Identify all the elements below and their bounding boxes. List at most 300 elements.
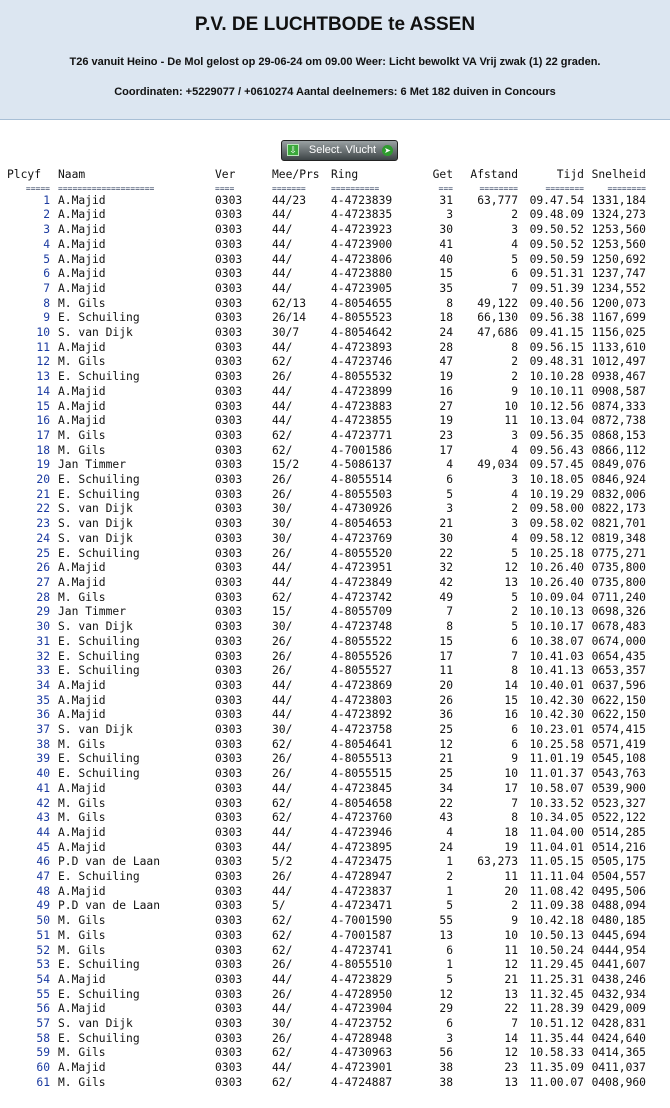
cell-ring: 4-8055503	[331, 487, 393, 501]
cell-afstand: 11	[504, 870, 518, 884]
cell-ring: 4-4723849	[331, 575, 393, 589]
cell-get: 56	[439, 1046, 453, 1060]
cell-tijd: 09.50.52	[529, 237, 584, 251]
table-row	[7, 752, 646, 767]
cell-get: 28	[439, 340, 453, 354]
table-row	[7, 664, 646, 679]
cell-afstand: 3	[511, 473, 518, 487]
cell-afstand: 5	[511, 620, 518, 634]
cell-get: 4	[446, 458, 453, 472]
cell-tijd: 09.58.02	[529, 517, 584, 531]
cell-afstand: 10	[504, 399, 518, 413]
table-row	[7, 444, 646, 459]
cell-afstand: 47,686	[477, 326, 518, 340]
table-row	[7, 223, 646, 238]
table-row	[7, 988, 646, 1003]
cell-naam: P.D van de Laan	[58, 899, 161, 913]
cell-mee: 30/	[272, 723, 293, 737]
cell-plcyf: 56	[36, 1002, 50, 1016]
cell-snelheid: 1156,025	[591, 326, 646, 340]
cell-afstand: 8	[511, 664, 518, 678]
cell-plcyf: 29	[36, 605, 50, 619]
cell-ver: 0303	[215, 473, 243, 487]
cell-ver: 0303	[215, 914, 243, 928]
cell-ring: 4-4730963	[331, 1046, 393, 1060]
cell-afstand: 7	[511, 1017, 518, 1031]
download-icon: ⇩	[287, 144, 299, 156]
cell-snelheid: 1167,699	[591, 311, 646, 325]
cell-naam: Jan Timmer	[58, 605, 127, 619]
table-row	[7, 694, 646, 709]
cell-naam: E. Schuiling	[58, 752, 140, 766]
cell-naam: E. Schuiling	[58, 1031, 140, 1045]
cell-get: 12	[439, 737, 453, 751]
cell-ring: 4-8054641	[331, 737, 393, 751]
cell-ring: 4-8055527	[331, 664, 393, 678]
cell-mee: 44/	[272, 678, 293, 692]
cell-snelheid: 0429,009	[591, 1002, 646, 1016]
cell-mee: 44/	[272, 1061, 293, 1075]
table-row	[7, 208, 646, 223]
cell-ring: 4-4723748	[331, 620, 393, 634]
cell-plcyf: 25	[36, 546, 50, 560]
cell-mee: 44/	[272, 884, 293, 898]
cell-ring: 4-4723923	[331, 223, 393, 237]
table-row	[7, 561, 646, 576]
cell-naam: A.Majid	[58, 678, 106, 692]
header-row	[7, 168, 646, 183]
cell-afstand: 14	[504, 678, 518, 692]
cell-naam: A.Majid	[58, 252, 106, 266]
table-row	[7, 473, 646, 488]
cell-get: 15	[439, 634, 453, 648]
cell-mee: 26/	[272, 752, 293, 766]
cell-snelheid: 0653,357	[591, 664, 646, 678]
cell-afstand: 5	[511, 546, 518, 560]
cell-plcyf: 4	[43, 237, 50, 251]
cell-tijd: 11.04.00	[529, 825, 584, 839]
cell-snelheid: 0444,954	[591, 943, 646, 957]
cell-tijd: 09.58.12	[529, 531, 584, 545]
table-row	[7, 679, 646, 694]
cell-get: 19	[439, 370, 453, 384]
cell-snelheid: 1133,610	[591, 340, 646, 354]
cell-plcyf: 21	[36, 487, 50, 501]
cell-tijd: 10.26.40	[529, 575, 584, 589]
cell-get: 21	[439, 517, 453, 531]
cell-tijd: 10.25.18	[529, 546, 584, 560]
col-ring: Ring	[331, 168, 359, 181]
cell-mee: 26/	[272, 473, 293, 487]
cell-tijd: 11.08.42	[529, 884, 584, 898]
table-row	[7, 929, 646, 944]
cell-ring: 4-8055514	[331, 473, 393, 487]
cell-naam: M. Gils	[58, 1075, 106, 1089]
table-row	[7, 1032, 646, 1047]
cell-get: 22	[439, 546, 453, 560]
cell-ring: 4-7001587	[331, 928, 393, 942]
col-snelheid: Snelheid	[591, 168, 646, 181]
cell-afstand: 6	[511, 267, 518, 281]
cell-ring: 4-4723829	[331, 972, 393, 986]
cell-tijd: 10.58.33	[529, 1046, 584, 1060]
cell-naam: M. Gils	[58, 355, 106, 369]
select-flight-button[interactable]	[281, 140, 398, 161]
cell-plcyf: 36	[36, 708, 50, 722]
cell-ver: 0303	[215, 326, 243, 340]
cell-ver: 0303	[215, 237, 243, 251]
cell-mee: 44/	[272, 575, 293, 589]
cell-plcyf: 30	[36, 620, 50, 634]
page-header	[0, 0, 670, 120]
cell-tijd: 09.51.31	[529, 267, 584, 281]
cell-ring: 4-8054642	[331, 326, 393, 340]
cell-ver: 0303	[215, 355, 243, 369]
cell-snelheid: 0441,607	[591, 958, 646, 972]
cell-plcyf: 50	[36, 914, 50, 928]
cell-plcyf: 10	[36, 326, 50, 340]
cell-snelheid: 0822,173	[591, 502, 646, 516]
cell-plcyf: 35	[36, 693, 50, 707]
cell-tijd: 11.32.45	[529, 987, 584, 1001]
cell-snelheid: 0428,831	[591, 1017, 646, 1031]
cell-get: 26	[439, 693, 453, 707]
table-row	[7, 517, 646, 532]
cell-mee: 26/	[272, 546, 293, 560]
cell-naam: S. van Dijk	[58, 531, 133, 545]
cell-snelheid: 0522,122	[591, 811, 646, 825]
cell-naam: M. Gils	[58, 928, 106, 942]
table-row	[7, 1002, 646, 1017]
cell-mee: 44/	[272, 267, 293, 281]
cell-mee: 44/	[272, 972, 293, 986]
cell-afstand: 7	[511, 649, 518, 663]
cell-get: 1	[446, 855, 453, 869]
cell-mee: 62/	[272, 443, 293, 457]
cell-get: 12	[439, 987, 453, 1001]
cell-ring: 4-4723845	[331, 781, 393, 795]
cell-get: 5	[446, 487, 453, 501]
table-row	[7, 238, 646, 253]
cell-mee: 26/	[272, 664, 293, 678]
cell-naam: E. Schuiling	[58, 958, 140, 972]
cell-ring: 4-4728947	[331, 870, 393, 884]
cell-tijd: 09.56.15	[529, 340, 584, 354]
cell-naam: S. van Dijk	[58, 1017, 133, 1031]
cell-snelheid: 0505,175	[591, 855, 646, 869]
cell-afstand: 6	[511, 634, 518, 648]
cell-snelheid: 0819,348	[591, 531, 646, 545]
cell-ring: 4-8054658	[331, 796, 393, 810]
cell-plcyf: 34	[36, 678, 50, 692]
cell-ver: 0303	[215, 487, 243, 501]
cell-afstand: 13	[504, 575, 518, 589]
cell-snelheid: 0622,150	[591, 708, 646, 722]
cell-ring: 4-4723895	[331, 840, 393, 854]
cell-ver: 0303	[215, 590, 243, 604]
cell-plcyf: 48	[36, 884, 50, 898]
cell-get: 24	[439, 326, 453, 340]
cell-snelheid: 0414,365	[591, 1046, 646, 1060]
cell-plcyf: 9	[43, 311, 50, 325]
cell-afstand: 2	[511, 370, 518, 384]
cell-snelheid: 0574,415	[591, 723, 646, 737]
cell-plcyf: 45	[36, 840, 50, 854]
cell-mee: 26/	[272, 487, 293, 501]
cell-tijd: 09.57.45	[529, 458, 584, 472]
cell-ver: 0303	[215, 399, 243, 413]
cell-mee: 44/	[272, 561, 293, 575]
cell-snelheid: 0408,960	[591, 1075, 646, 1089]
cell-afstand: 4	[511, 237, 518, 251]
cell-mee: 30/	[272, 620, 293, 634]
cell-ver: 0303	[215, 340, 243, 354]
cell-afstand: 2	[511, 208, 518, 222]
table-row	[7, 326, 646, 341]
cell-snelheid: 0543,763	[591, 767, 646, 781]
cell-tijd: 09.51.39	[529, 281, 584, 295]
cell-snelheid: 0488,094	[591, 899, 646, 913]
cell-get: 38	[439, 1061, 453, 1075]
cell-snelheid: 0514,285	[591, 825, 646, 839]
table-row	[7, 914, 646, 929]
cell-naam: A.Majid	[58, 693, 106, 707]
cell-plcyf: 22	[36, 502, 50, 516]
cell-naam: E. Schuiling	[58, 487, 140, 501]
cell-ring: 4-4723837	[331, 884, 393, 898]
cell-afstand: 8	[511, 340, 518, 354]
cell-ring: 4-4723893	[331, 340, 393, 354]
cell-naam: E. Schuiling	[58, 634, 140, 648]
arrow-right-icon: ➤	[382, 145, 393, 156]
cell-ver: 0303	[215, 208, 243, 222]
cell-ver: 0303	[215, 1061, 243, 1075]
cell-plcyf: 58	[36, 1031, 50, 1045]
cell-ver: 0303	[215, 384, 243, 398]
table-row	[7, 297, 646, 312]
cell-tijd: 10.10.17	[529, 620, 584, 634]
cell-ring: 4-8054653	[331, 517, 393, 531]
cell-ring: 4-4723475	[331, 855, 393, 869]
cell-afstand: 9	[511, 914, 518, 928]
cell-tijd: 10.34.05	[529, 811, 584, 825]
table-row	[7, 811, 646, 826]
cell-get: 4	[446, 825, 453, 839]
sep-tijd: ========	[545, 183, 584, 193]
cell-naam: M. Gils	[58, 296, 106, 310]
cell-snelheid: 0711,240	[591, 590, 646, 604]
cell-naam: M. Gils	[58, 590, 106, 604]
cell-plcyf: 44	[36, 825, 50, 839]
cell-ring: 4-8055520	[331, 546, 393, 560]
cell-ver: 0303	[215, 796, 243, 810]
cell-tijd: 11.01.37	[529, 767, 584, 781]
table-row	[7, 1076, 646, 1091]
cell-afstand: 4	[511, 443, 518, 457]
cell-tijd: 10.41.03	[529, 649, 584, 663]
cell-ring: 4-8055532	[331, 370, 393, 384]
cell-mee: 44/	[272, 340, 293, 354]
table-row	[7, 826, 646, 841]
cell-afstand: 63,777	[477, 193, 518, 207]
cell-naam: A.Majid	[58, 267, 106, 281]
cell-mee: 44/	[272, 281, 293, 295]
cell-ver: 0303	[215, 723, 243, 737]
cell-get: 17	[439, 649, 453, 663]
cell-tijd: 09.40.56	[529, 296, 584, 310]
cell-tijd: 10.33.52	[529, 796, 584, 810]
cell-get: 18	[439, 311, 453, 325]
cell-afstand: 17	[504, 781, 518, 795]
cell-plcyf: 33	[36, 664, 50, 678]
cell-snelheid: 0938,467	[591, 370, 646, 384]
cell-plcyf: 26	[36, 561, 50, 575]
cell-get: 11	[439, 664, 453, 678]
cell-afstand: 21	[504, 972, 518, 986]
table-row	[7, 767, 646, 782]
cell-plcyf: 55	[36, 987, 50, 1001]
cell-afstand: 15	[504, 693, 518, 707]
cell-get: 22	[439, 796, 453, 810]
cell-plcyf: 13	[36, 370, 50, 384]
cell-get: 1	[446, 884, 453, 898]
cell-afstand: 19	[504, 840, 518, 854]
cell-ver: 0303	[215, 972, 243, 986]
cell-ver: 0303	[215, 899, 243, 913]
table-row	[7, 253, 646, 268]
cell-plcyf: 53	[36, 958, 50, 972]
cell-naam: S. van Dijk	[58, 326, 133, 340]
cell-mee: 44/	[272, 252, 293, 266]
cell-get: 43	[439, 811, 453, 825]
cell-naam: A.Majid	[58, 840, 106, 854]
cell-ver: 0303	[215, 252, 243, 266]
cell-tijd: 10.10.13	[529, 605, 584, 619]
cell-get: 15	[439, 267, 453, 281]
cell-naam: M. Gils	[58, 443, 106, 457]
cell-tijd: 10.09.04	[529, 590, 584, 604]
table-row	[7, 355, 646, 370]
cell-snelheid: 0832,006	[591, 487, 646, 501]
cell-tijd: 10.26.40	[529, 561, 584, 575]
cell-ring: 4-8055526	[331, 649, 393, 663]
cell-tijd: 09.56.38	[529, 311, 584, 325]
cell-tijd: 11.04.01	[529, 840, 584, 854]
table-row	[7, 547, 646, 562]
sep-get: ===	[438, 183, 453, 193]
cell-tijd: 10.42.30	[529, 693, 584, 707]
cell-plcyf: 7	[43, 281, 50, 295]
cell-plcyf: 59	[36, 1046, 50, 1060]
cell-naam: A.Majid	[58, 575, 106, 589]
cell-get: 30	[439, 223, 453, 237]
cell-ver: 0303	[215, 943, 243, 957]
sep-plcyf: =====	[25, 183, 50, 193]
table-row	[7, 650, 646, 665]
cell-mee: 62/	[272, 1075, 293, 1089]
cell-mee: 15/2	[272, 458, 300, 472]
cell-ring: 4-4723946	[331, 825, 393, 839]
table-row	[7, 708, 646, 723]
cell-mee: 26/	[272, 634, 293, 648]
cell-naam: E. Schuiling	[58, 649, 140, 663]
cell-snelheid: 1234,552	[591, 281, 646, 295]
cell-ring: 4-4723752	[331, 1017, 393, 1031]
cell-tijd: 11.09.38	[529, 899, 584, 913]
cell-get: 40	[439, 252, 453, 266]
cell-tijd: 10.13.04	[529, 414, 584, 428]
cell-plcyf: 46	[36, 855, 50, 869]
cell-plcyf: 14	[36, 384, 50, 398]
cell-tijd: 10.25.58	[529, 737, 584, 751]
results-body	[7, 194, 646, 1091]
cell-snelheid: 0735,800	[591, 575, 646, 589]
cell-tijd: 10.38.07	[529, 634, 584, 648]
cell-ring: 4-4728950	[331, 987, 393, 1001]
cell-plcyf: 18	[36, 443, 50, 457]
cell-snelheid: 0514,216	[591, 840, 646, 854]
cell-ver: 0303	[215, 531, 243, 545]
cell-snelheid: 0674,000	[591, 634, 646, 648]
cell-naam: E. Schuiling	[58, 370, 140, 384]
cell-afstand: 11	[504, 943, 518, 957]
cell-tijd: 10.58.07	[529, 781, 584, 795]
cell-afstand: 6	[511, 723, 518, 737]
cell-ring: 4-4730926	[331, 502, 393, 516]
cell-plcyf: 16	[36, 414, 50, 428]
cell-tijd: 09.50.59	[529, 252, 584, 266]
sep-snelheid: ========	[607, 183, 646, 193]
cell-get: 5	[446, 972, 453, 986]
cell-get: 42	[439, 575, 453, 589]
cell-snelheid: 0424,640	[591, 1031, 646, 1045]
cell-get: 7	[446, 605, 453, 619]
cell-ver: 0303	[215, 428, 243, 442]
table-row	[7, 532, 646, 547]
cell-naam: S. van Dijk	[58, 620, 133, 634]
cell-ver: 0303	[215, 870, 243, 884]
cell-ring: 4-8055513	[331, 752, 393, 766]
cell-get: 27	[439, 399, 453, 413]
cell-mee: 62/	[272, 914, 293, 928]
cell-mee: 44/	[272, 414, 293, 428]
cell-snelheid: 0735,800	[591, 561, 646, 575]
cell-snelheid: 1012,497	[591, 355, 646, 369]
cell-naam: S. van Dijk	[58, 502, 133, 516]
table-row	[7, 488, 646, 503]
col-plcyf: Plcyf	[7, 168, 42, 181]
table-row	[7, 429, 646, 444]
table-row	[7, 400, 646, 415]
cell-ver: 0303	[215, 678, 243, 692]
cell-naam: E. Schuiling	[58, 473, 140, 487]
cell-plcyf: 41	[36, 781, 50, 795]
cell-ring: 4-4723803	[331, 693, 393, 707]
cell-plcyf: 40	[36, 767, 50, 781]
cell-ver: 0303	[215, 458, 243, 472]
cell-get: 55	[439, 914, 453, 928]
cell-snelheid: 0438,246	[591, 972, 646, 986]
table-row	[7, 723, 646, 738]
cell-ver: 0303	[215, 281, 243, 295]
cell-mee: 62/	[272, 943, 293, 957]
cell-plcyf: 47	[36, 870, 50, 884]
cell-plcyf: 60	[36, 1061, 50, 1075]
cell-ver: 0303	[215, 517, 243, 531]
cell-naam: M. Gils	[58, 796, 106, 810]
cell-get: 32	[439, 561, 453, 575]
cell-tijd: 11.00.07	[529, 1075, 584, 1089]
